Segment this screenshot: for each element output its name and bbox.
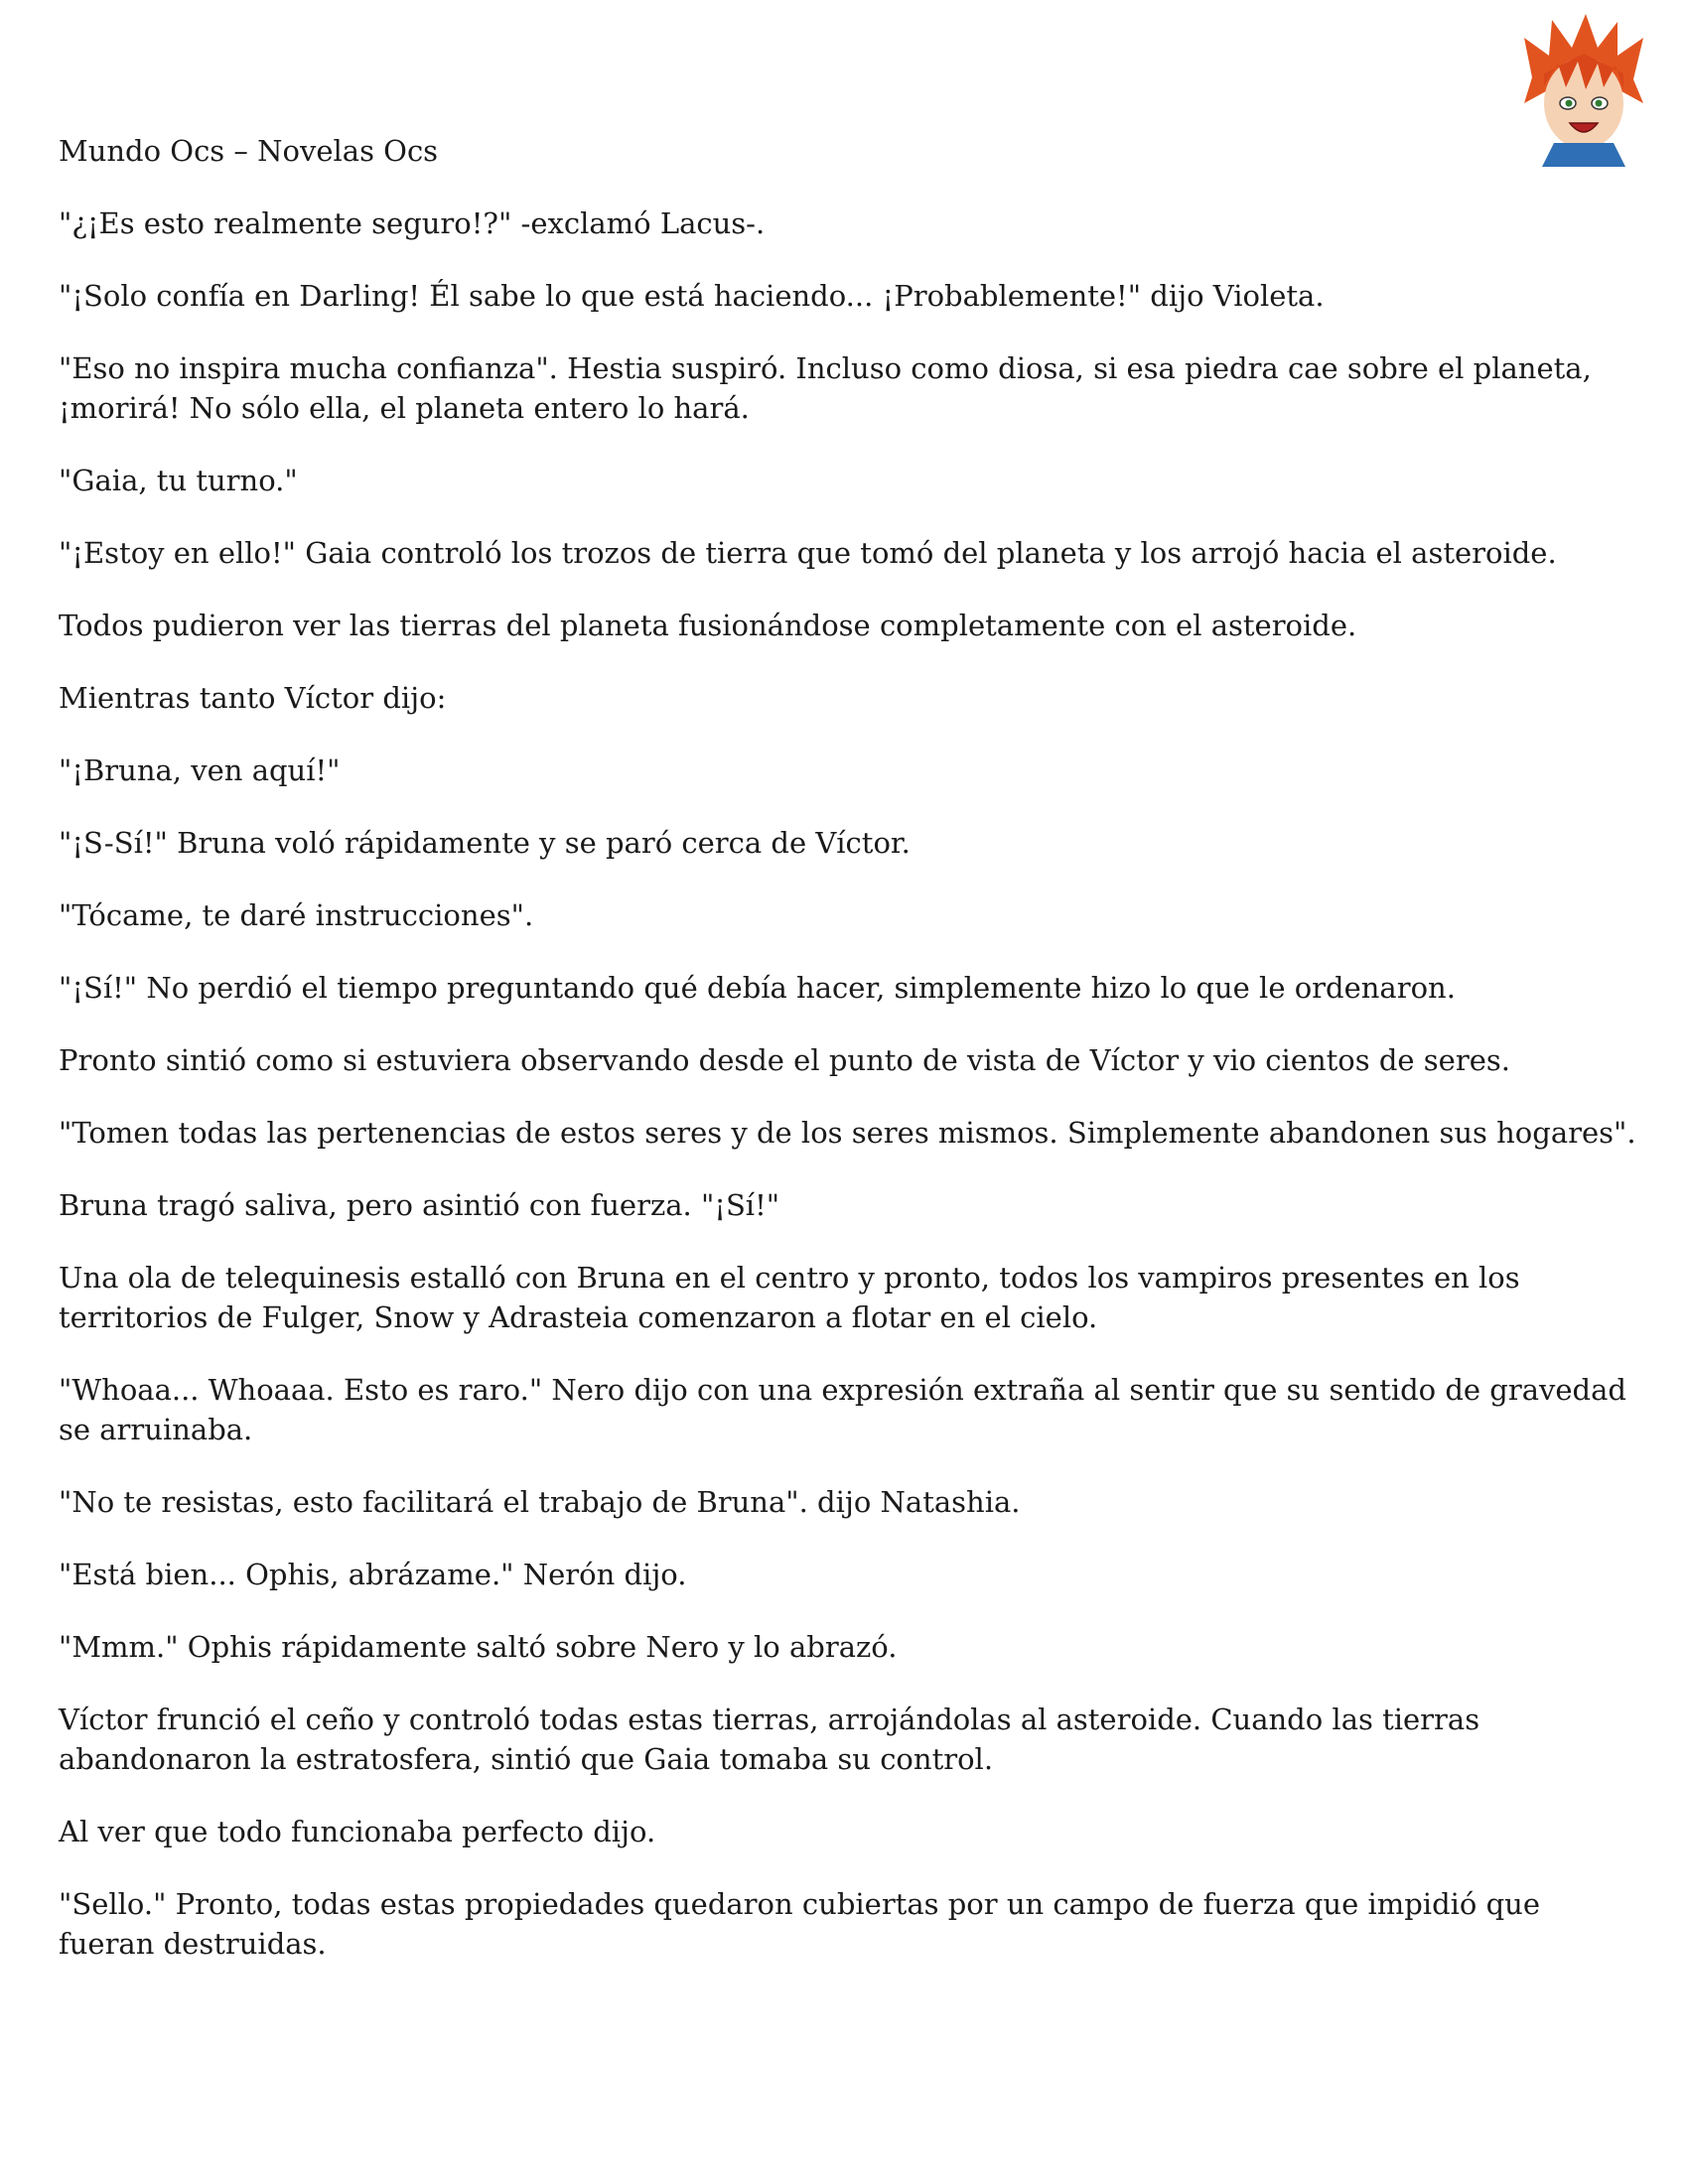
- paragraph-9: "¡S-Sí!" Bruna voló rápidamente y se paró cerca de Víctor.: [59, 826, 911, 860]
- paragraph-6: Todos pudieron ver las tierras del planeta fusionándose completamente con el asteroide.: [59, 609, 1357, 642]
- paragraph-11: "¡Sí!" No perdió el tiempo preguntando qué debía hacer, simplemente hizo lo que le ordenaron.: [59, 971, 1456, 1005]
- document-body: [59, 131, 1637, 1996]
- paragraph-18: "Está bien... Ophis, abrázame." Nerón dijo.: [59, 1558, 687, 1591]
- paragraph-1: "¿¡Es esto realmente seguro!?" -exclamó Lacus-.: [59, 206, 766, 240]
- document-header: Mundo Ocs – Novelas Ocs: [59, 134, 439, 168]
- paragraph-17: "No te resistas, esto facilitará el trabajo de Bruna". dijo Natashia.: [59, 1485, 1021, 1519]
- paragraph-10: "Tócame, te daré instrucciones".: [59, 898, 534, 932]
- paragraph-15: Una ola de telequinesis estalló con Bruna en el centro y pronto, todos los vampiros presentes en los territorios de Fulger, Snow y Adrasteia comenzaron a flotar en el cielo.: [59, 1261, 1520, 1334]
- paragraph-7: Mientras tanto Víctor dijo:: [59, 681, 447, 715]
- paragraph-20: Víctor frunció el ceño y controló todas estas tierras, arrojándolas al asteroide. Cuando las tierras abandonaron la estratosfera, sintió que Gaia tomaba su control.: [59, 1703, 1480, 1776]
- paragraph-19: "Mmm." Ophis rápidamente saltó sobre Nero y lo abrazó.: [59, 1630, 898, 1664]
- paragraph-12: Pronto sintió como si estuviera observando desde el punto de vista de Víctor y vio cientos de seres.: [59, 1043, 1510, 1077]
- paragraph-16: "Whoaa... Whoaaa. Esto es raro." Nero dijo con una expresión extraña al sentir que su sentido de gravedad se arruinaba.: [59, 1373, 1626, 1446]
- paragraph-3: "Eso no inspira mucha confianza". Hestia suspiró. Incluso como diosa, si esa piedra cae sobre el planeta, ¡morirá! No sólo ella, el planeta entero lo hará.: [59, 351, 1592, 425]
- paragraph-5: "¡Estoy en ello!" Gaia controló los trozos de tierra que tomó del planeta y los arrojó hacia el asteroide.: [59, 536, 1557, 570]
- paragraph-22: "Sello." Pronto, todas estas propiedades quedaron cubiertas por un campo de fuerza que impidió que fueran destruidas.: [59, 1887, 1540, 1961]
- paragraph-21: Al ver que todo funcionaba perfecto dijo.: [59, 1815, 656, 1848]
- paragraph-4: "Gaia, tu turno.": [59, 464, 298, 497]
- paragraph-14: Bruna tragó saliva, pero asintió con fuerza. "¡Sí!": [59, 1188, 780, 1222]
- paragraph-8: "¡Bruna, ven aquí!": [59, 753, 341, 787]
- paragraph-13: "Tomen todas las pertenencias de estos seres y de los seres mismos. Simplemente abandonen sus hogares".: [59, 1116, 1636, 1150]
- paragraph-2: "¡Solo confía en Darling! Él sabe lo que está haciendo... ¡Probablemente!" dijo Violeta.: [59, 279, 1325, 313]
